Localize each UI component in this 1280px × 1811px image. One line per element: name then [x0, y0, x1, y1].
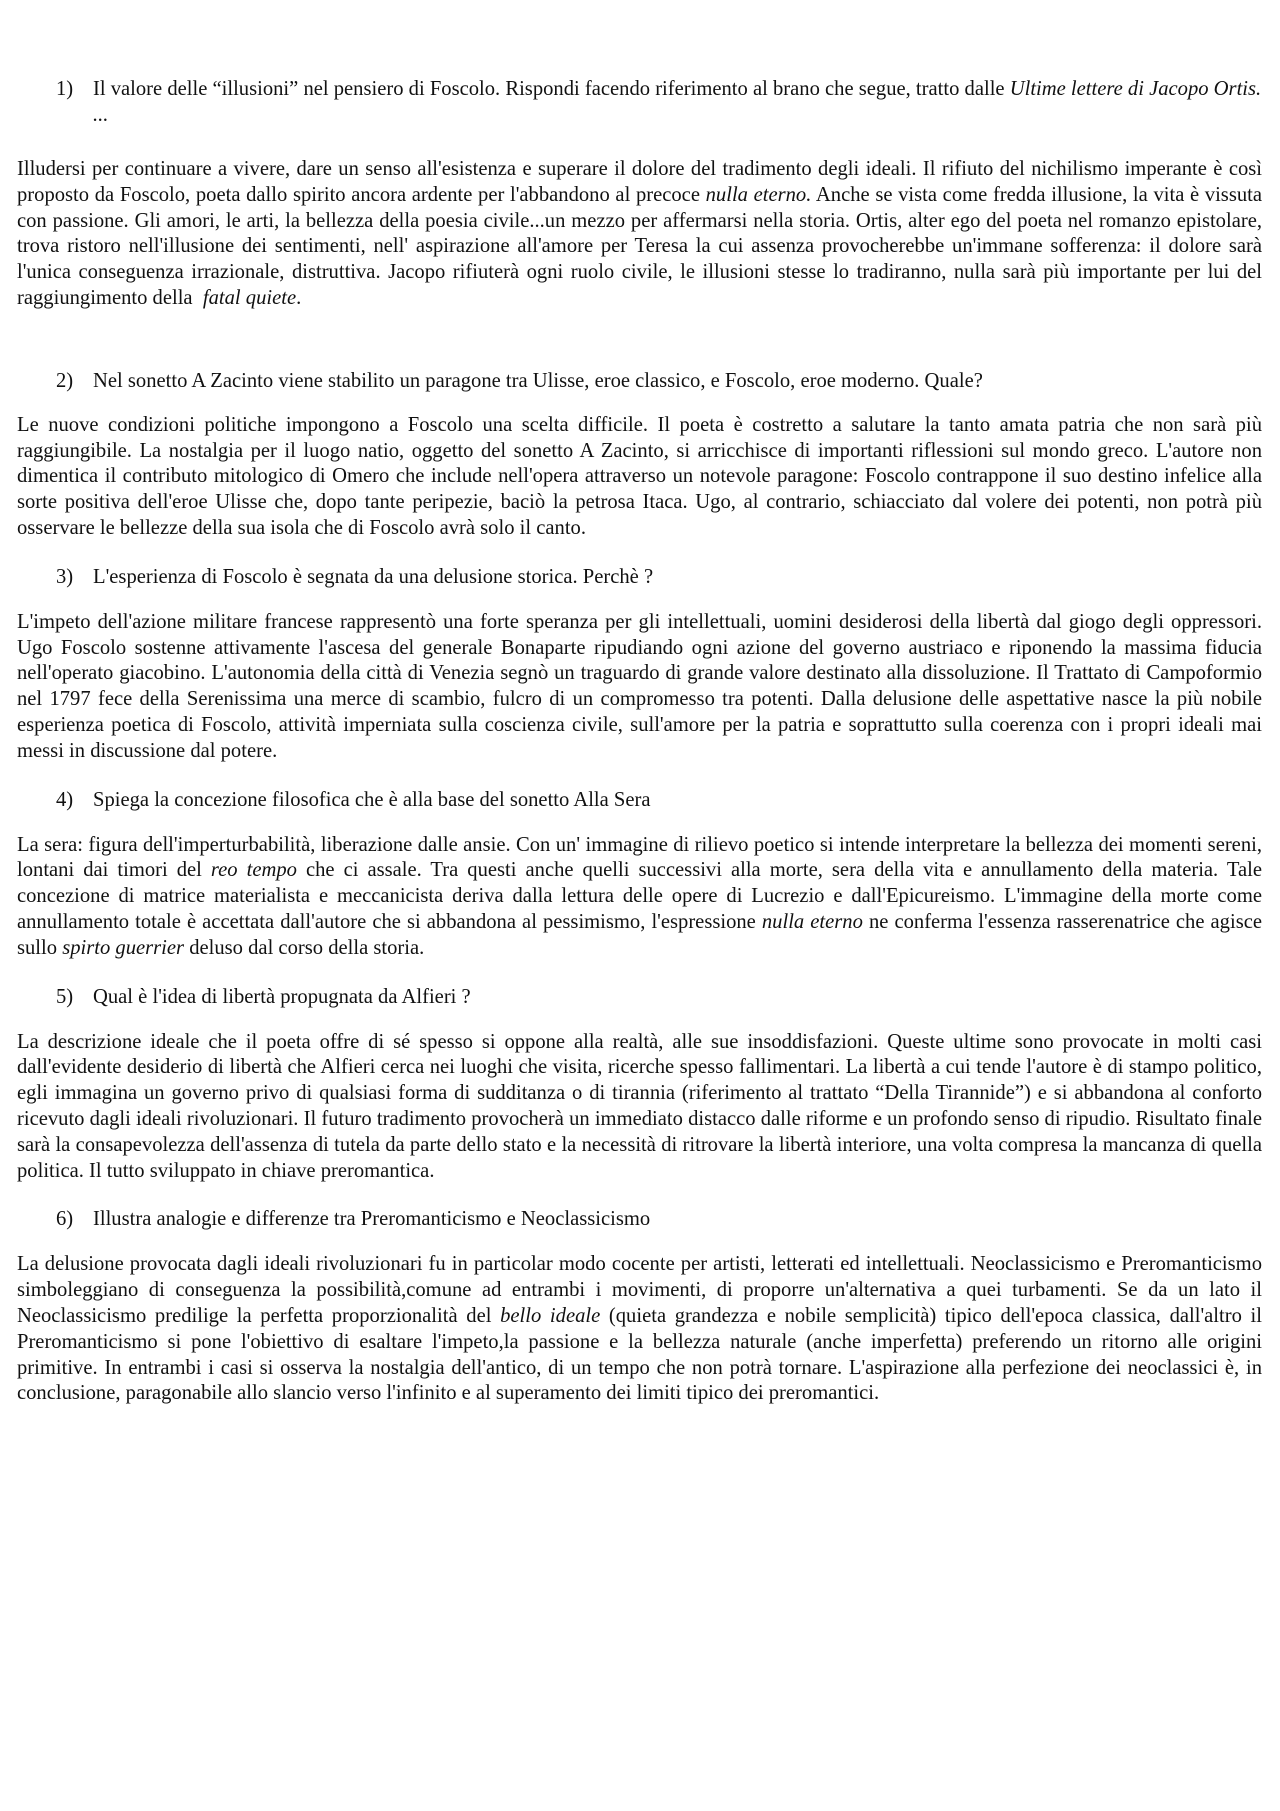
- question-text: L'esperienza di Foscolo è segnata da una delusione storica. Perchè ?: [93, 565, 654, 588]
- answer-6: [17, 1252, 1262, 1407]
- answer-text: che ci assale. Tra questi anche quelli successivi alla morte, sera della vita e annullamento della materia. Tale concezione di matrice materialista e meccanicista deriva dalla lettura delle opere di Lucrezio e dall'Epicureismo. L'immagine della morte come annullamento totale è accettata dall'autore che si abbandona al pessimismo, l'espressione: [17, 859, 1262, 933]
- answer-text: Le nuove condizioni politiche impongono a Foscolo una scelta difficile. Il poeta è costretto a salutare la tanto amata patria che non sarà più raggiungibile. La nostalgia per il luogo natio, oggetto del sonetto A Zacinto, si arricchisce di importanti riflessioni sul mondo greco. L'autore non dimentica il contributo mitologico di Omero che include nell'opera attraverso un notevole paragone: Foscolo contrappone il suo destino infelice alla sorte positiva dell'eroe Ulisse che, dopo tante peripezie, baciò la petrosa Itaca. Ugo, al contrario, schiacciato dal volere dei potenti, non potrà più osservare le bellezze della sua isola che di Foscolo avrà solo il canto.: [17, 413, 1262, 539]
- question-3: [17, 564, 1262, 590]
- answer-1: [17, 157, 1262, 312]
- answer-italic: reo tempo: [210, 859, 297, 882]
- answer-italic: nulla eterno: [761, 910, 863, 933]
- answer-text: L'impeto dell'azione militare francese rappresentò una forte speranza per gli intellettuali, uomini desiderosi della libertà dal giogo degli oppressori. Ugo Foscolo sostenne attivamente l'ascesa del generale Bonaparte ripudiando ogni azione del governo austriaco e riponendo la massima fiducia nell'operato giacobino. L'autonomia della città di Venezia segnò un traguardo di grande valore destinato alla dissoluzione. Il Trattato di Campoformio nel 1797 fece della Serenissima una merce di scambio, fulcro di un compromesso tra potenti. Dalla delusione delle aspettative nasce la più nobile esperienza poetica di Foscolo, attività imperniata sulla coscienza civile, sull'amore per la patria e soprattutto sulla coerenza con i propri ideali mai messi in discussione dal potere.: [17, 610, 1262, 762]
- answer-text: La descrizione ideale che il poeta offre di sé spesso si oppone alla realtà, alle sue insoddisfazioni. Queste ultime sono provocate in molti casi dall'evidente desiderio di libertà che Alfieri cerca nei luoghi che visita, ricerche spesso fallimentari. La libertà a cui tende l'autore è di stampo politico, egli immagina un governo privo di qualsiasi forma di sudditanza o di tirannia (riferimento al trattato “Della Tirannide”) e si abbandona al conforto ricevuto dagli ideali rivoluzionari. Il futuro tradimento provocherà un immediato distacco dalle riforme e un profondo senso di ripudio. Risultato finale sarà la consapevolezza dell'assenza di tutela da parte dello stato e la necessità di ritrovare la libertà interiore, una volta compresa la mancanza di quella politica. Il tutto sviluppato in chiave preromantica.: [17, 1030, 1262, 1182]
- question-text-italic: Ultime lettere di Jacopo Ortis. ...: [93, 78, 1262, 126]
- question-text: [93, 76, 1262, 128]
- question-5: [17, 984, 1262, 1010]
- question-number: 3): [56, 565, 74, 588]
- question-1: [17, 76, 1262, 128]
- answer-text: La delusione provocata dagli ideali rivoluzionari fu in particolar modo cocente per artisti, letterati ed intellettuali. Neoclassicismo e Preromanticismo simboleggiano di conseguenza la possibilità,comune ad entrambi i movimenti, di proporre un'alternativa a quei turbamenti. Se da un lato il Neoclassicismo predilige la perfetta proporzionalità del: [17, 1253, 1262, 1327]
- question-number: 1): [56, 78, 74, 100]
- answer-5: [17, 1030, 1262, 1185]
- question-text: Qual è l'idea di libertà propugnata da Alfieri ?: [93, 985, 471, 1008]
- question-text-plain: Il valore delle “illusioni” nel pensiero di Foscolo. Rispondi facendo riferimento al brano che segue, tratto dalle: [93, 78, 1010, 100]
- question-text: Spiega la concezione filosofica che è alla base del sonetto Alla Sera: [93, 788, 651, 811]
- answer-italic: bello ideale: [500, 1304, 601, 1327]
- question-text: Illustra analogie e differenze tra Preromanticismo e Neoclassicismo: [93, 1208, 651, 1231]
- question-number: 5): [56, 985, 74, 1008]
- answer-italic: fatal quiete: [202, 286, 297, 309]
- answer-text: ne conferma l'essenza rasserenatrice che agisce sullo: [17, 910, 1262, 959]
- answer-text: (quieta grandezza e nobile semplicità) tipico dell'epoca classica, dall'altro il Preromanticismo si pone l'obiettivo di esaltare l'impeto,la passione e la bellezza naturale (anche imperfetta) preferendo un ritorno alle origini primitive. In entrambi i casi si osserva la nostalgia dell'antico, di un tempo che non potrà tornare. L'aspirazione alla perfezione dei neoclassici è, in conclusione, paragonabile allo slancio verso l'infinito e al superamento dei limiti tipico dei preromantici.: [17, 1304, 1262, 1405]
- answer-text: .: [296, 286, 302, 309]
- question-6: [17, 1206, 1262, 1232]
- question-2: [17, 368, 1262, 394]
- answer-text: La sera: figura dell'imperturbabilità, liberazione dalle ansie. Con un' immagine di rilievo poetico si intende interpretare la bellezza dei momenti sereni, lontani dai timori del: [17, 833, 1262, 882]
- question-number: 4): [56, 788, 74, 811]
- answer-2: [17, 413, 1262, 542]
- question-number: 6): [56, 1208, 74, 1231]
- answer-3: [17, 610, 1262, 765]
- question-4: [17, 787, 1262, 813]
- answer-text: Illudersi per continuare a vivere, dare un senso all'esistenza e superare il dolore del tradimento degli ideali. Il rifiuto del nichilismo imperante è così proposto da Foscolo, poeta dallo spirito ancora ardente per l'abbandono al precoce: [17, 158, 1262, 206]
- answer-text: Anche se vista come fredda illusione, la vita è vissuta con passione. Gli amori, le arti, la bellezza della poesia civile...un mezzo per affermarsi nella storia. Ortis, alter ego del poeta nel romanzo epistolare, trova ristoro nell'illusione dei sentimenti, nell' aspirazione all'amore per Teresa la cui assenza provocherebbe un'immane sofferenza: il dolore sarà l'unica conseguenza irrazionale, distruttiva. Jacopo rifiuterà ogni ruolo civile, le illusioni stesse lo tradiranno, nulla sarà più importante per lui del raggiungimento della: [17, 183, 1262, 309]
- question-text: Nel sonetto A Zacinto viene stabilito un paragone tra Ulisse, eroe classico, e Foscolo, eroe moderno. Quale?: [93, 369, 983, 392]
- answer-italic: spirto guerrier: [62, 936, 185, 959]
- answer-italic: nulla eterno.: [705, 183, 812, 206]
- answer-4: [17, 833, 1262, 962]
- question-number: 2): [56, 369, 74, 392]
- answer-text: deluso dal corso della storia.: [184, 936, 425, 959]
